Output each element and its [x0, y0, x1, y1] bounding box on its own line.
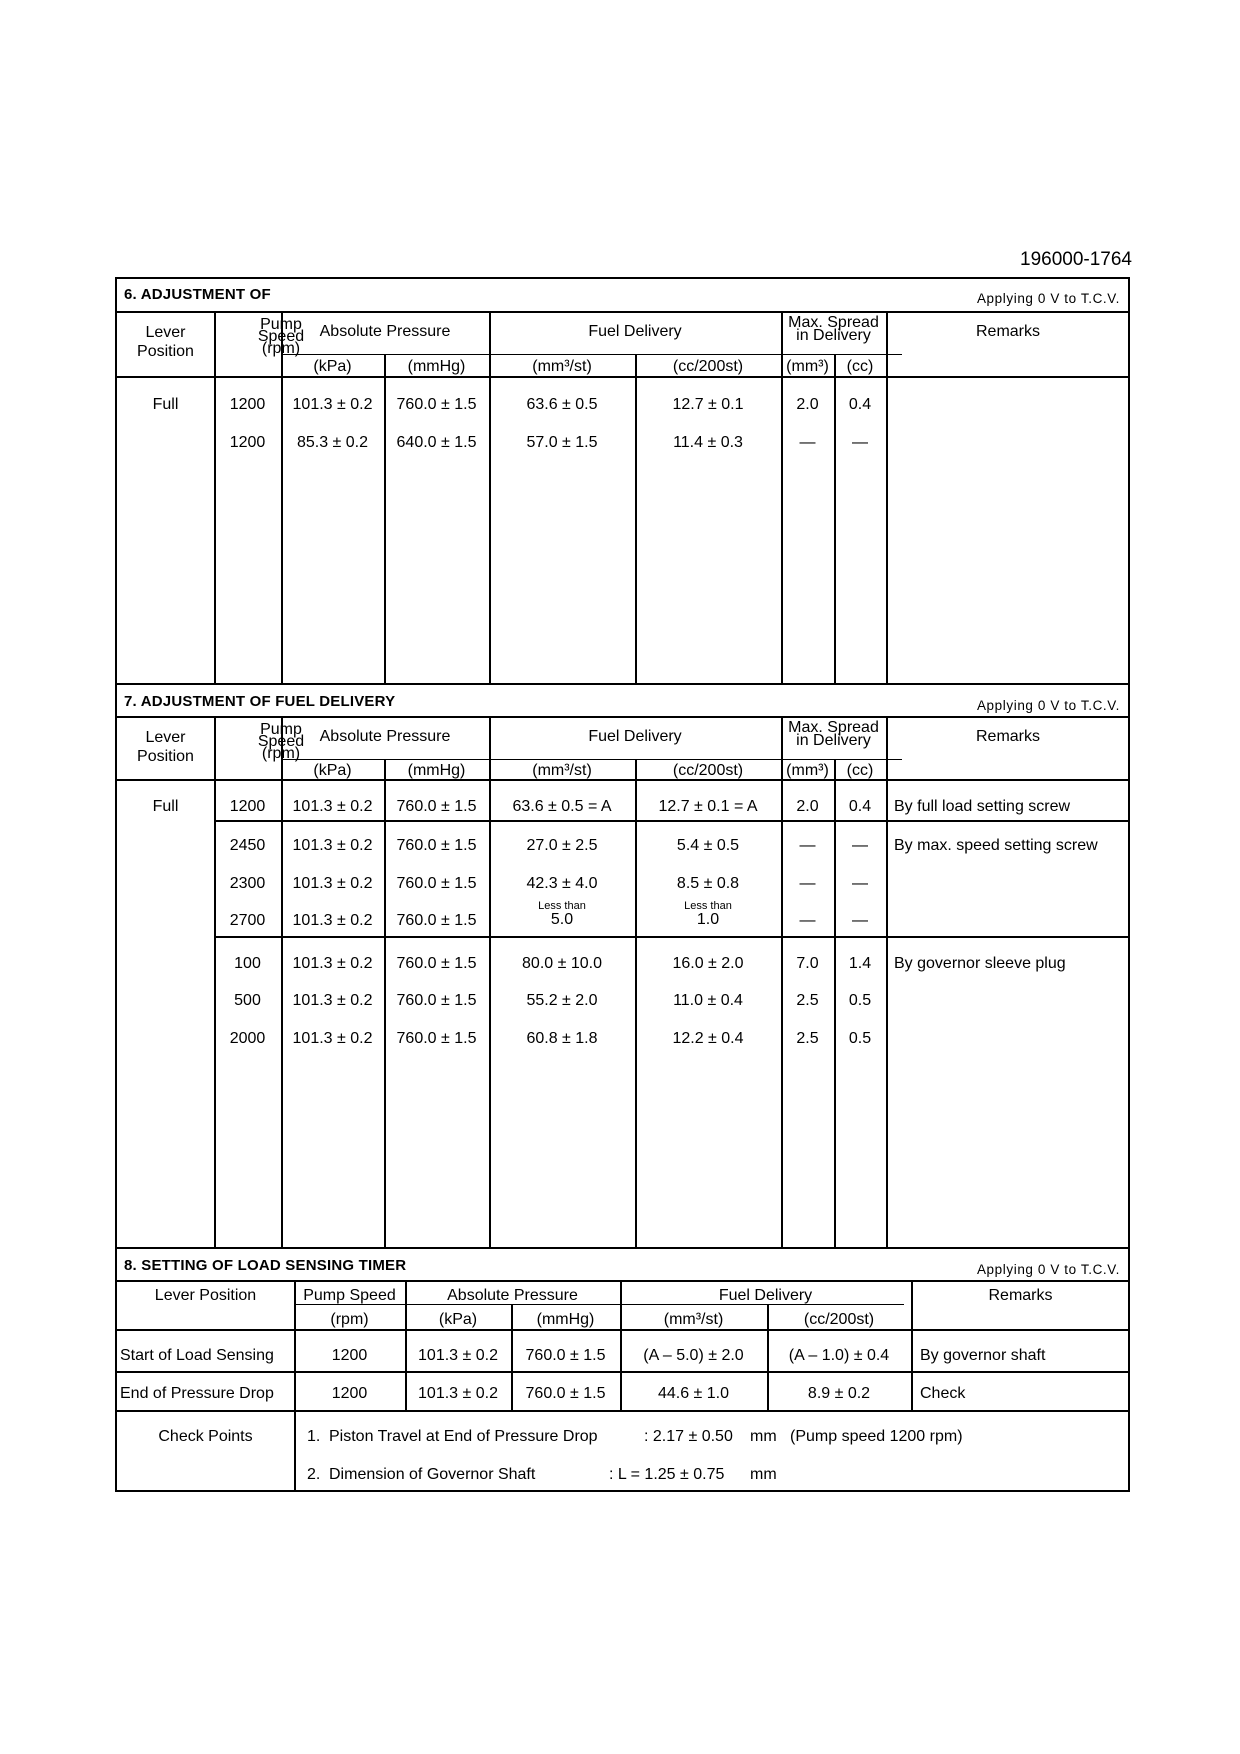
- spread-cc-cell: —: [852, 875, 868, 892]
- spread-cc-cell: 1.4: [848, 955, 872, 972]
- check-point-number: 1.: [307, 1428, 321, 1445]
- check-point-value: : L = 1.25 ± 0.75: [609, 1466, 725, 1483]
- mm3-cell: 42.3 ± 4.0: [526, 875, 598, 892]
- check-points-label: Check Points: [158, 1428, 253, 1445]
- spread-cc-cell: —: [852, 912, 868, 929]
- pump-speed-cell: 1200: [229, 798, 266, 815]
- pump-speed-cell: 1200: [331, 1385, 368, 1402]
- mmhg-cell: 760.0 ± 1.5: [396, 912, 477, 929]
- header-max-spread: Max. Spread in Delivery: [788, 719, 879, 749]
- divider: [281, 354, 902, 355]
- kpa-cell: 101.3 ± 0.2: [292, 1030, 373, 1047]
- spread-mm3-cell: 2.0: [796, 798, 819, 815]
- divider: [117, 1329, 1128, 1331]
- column-line: [781, 716, 783, 1247]
- mm3-cell: 5.0: [550, 911, 574, 928]
- check-point-unit: mm: [750, 1466, 777, 1483]
- unit-rpm: (rpm): [330, 1311, 369, 1328]
- spread-mm3-cell: 2.5: [796, 1030, 819, 1047]
- remarks-cell: Check: [920, 1385, 966, 1402]
- header-max-spread: Max. Spread in Delivery: [788, 314, 879, 344]
- mmhg-cell: 760.0 ± 1.5: [396, 396, 477, 413]
- unit-cc: (cc): [846, 358, 874, 375]
- unit-kpa: (kPa): [313, 358, 352, 375]
- cc-cell: 5.4 ± 0.5: [676, 837, 740, 854]
- divider: [117, 376, 1128, 378]
- unit-mmhg: (mmHg): [407, 762, 466, 779]
- mm3-cell: 63.6 ± 0.5: [526, 396, 598, 413]
- mmhg-cell: 760.0 ± 1.5: [525, 1385, 606, 1402]
- unit-mmhg: (mmHg): [407, 358, 466, 375]
- header-lever-position: Lever Position: [154, 1287, 257, 1304]
- check-point-number: 2.: [307, 1466, 321, 1483]
- header-fuel-delivery: Fuel Delivery: [588, 728, 682, 745]
- column-line: [886, 311, 888, 685]
- section-7-title: 7. ADJUSTMENT OF FUEL DELIVERY: [124, 693, 396, 710]
- header-pump-speed: Pump Speed: [303, 1287, 396, 1304]
- mmhg-cell: 760.0 ± 1.5: [396, 837, 477, 854]
- specification-sheet: [115, 277, 1130, 1492]
- cc-cell: 1.0: [696, 911, 720, 928]
- unit-cc-200st: (cc/200st): [803, 1311, 875, 1328]
- unit-mm3-st: (mm³/st): [663, 1311, 724, 1328]
- spread-mm3-cell: —: [799, 875, 816, 892]
- divider: [117, 1410, 1128, 1412]
- divider: [281, 759, 902, 760]
- spread-cc-cell: —: [852, 434, 868, 451]
- less-than-label: Less than: [538, 900, 586, 912]
- check-point-text: Piston Travel at End of Pressure Drop: [329, 1428, 598, 1445]
- remarks-cell: By full load setting screw: [894, 798, 1071, 815]
- mmhg-cell: 760.0 ± 1.5: [525, 1347, 606, 1364]
- header-remarks: Remarks: [975, 323, 1040, 340]
- column-line: [886, 716, 888, 1247]
- mmhg-cell: 640.0 ± 1.5: [396, 434, 477, 451]
- cc-cell: 8.9 ± 0.2: [807, 1385, 871, 1402]
- unit-kpa: (kPa): [438, 1311, 478, 1328]
- kpa-cell: 101.3 ± 0.2: [292, 875, 373, 892]
- spread-mm3-cell: —: [799, 434, 816, 451]
- mm3-cell: 44.6 ± 1.0: [657, 1385, 730, 1402]
- mm3-cell: 57.0 ± 1.5: [526, 434, 598, 451]
- spread-mm3-cell: —: [799, 837, 816, 854]
- cc-cell: 12.2 ± 0.4: [672, 1030, 744, 1047]
- kpa-cell: 101.3 ± 0.2: [418, 1347, 498, 1364]
- unit-mm3: (mm³): [786, 762, 829, 779]
- divider: [117, 1280, 1128, 1282]
- mm3-cell: 55.2 ± 2.0: [526, 992, 598, 1009]
- spread-mm3-cell: 2.5: [796, 992, 819, 1009]
- kpa-cell: 101.3 ± 0.2: [292, 955, 373, 972]
- kpa-cell: 101.3 ± 0.2: [292, 837, 373, 854]
- mmhg-cell: 760.0 ± 1.5: [396, 992, 477, 1009]
- cc-cell: 12.7 ± 0.1: [672, 396, 744, 413]
- check-point-note: (Pump speed 1200 rpm): [790, 1428, 963, 1445]
- check-point-value: : 2.17 ± 0.50: [644, 1428, 733, 1445]
- section-7: 7. ADJUSTMENT OF FUEL DELIVERY Applying 0 V to T.C.V. Lever Position Pump Speed (rpm) Absolute Pressure Fuel Delivery Max. Spread in Delivery Remarks (kPa) (mmHg) (mm³/st) (cc/200st) (mm³) (cc) Full 1200 101.3 ± 0.2 760.0 ± 1.5 63.6 ± 0.5 = A 12.7 ± 0.1 = A 2.0 0.4 By full load setting screw 2450 101.3 ± 0.2 760.0 ± 1.5 27.0 ± 2.5 5.4 ± 0.5 — — By max. speed setting screw 2300 101.3 ± 0.2 760.0 ± 1.5 42.3 ± 4.0 8.5 ± 0.8 — — 2700 101.3 ± 0.2 760.0 ± 1.5 Less than 5.0 Less than 1.0 — — 100 101.3 ± 0.2 760.0 ± 1.5 80.0 ± 10.0 16.0 ± 2.0 7.0 1.4 By governor sleeve plug 500 101.3 ± 0.2 760.0 ± 1.5 55.2 ± 2.0 11.0 ± 0.4 2.5 0.5 2000 101.3 ± 0.2 760.0 ± 1.5 60.8 ± 1.8 12.2 ± 0.4 2.5 0.5: [117, 683, 1128, 1247]
- mmhg-cell: 760.0 ± 1.5: [396, 875, 477, 892]
- cc-cell: 16.0 ± 2.0: [672, 955, 744, 972]
- header-absolute-pressure: Absolute Pressure: [319, 728, 451, 745]
- pump-speed-cell: 500: [234, 992, 261, 1009]
- section-8: [117, 1247, 1128, 1492]
- cc-cell: 8.5 ± 0.8: [676, 875, 740, 892]
- divider: [117, 716, 1128, 718]
- spread-mm3-cell: 7.0: [796, 955, 819, 972]
- lever-position-value: Full: [152, 798, 179, 815]
- divider: [214, 936, 1130, 938]
- divider: [117, 311, 1128, 313]
- mm3-cell: 60.8 ± 1.8: [526, 1030, 598, 1047]
- divider: [294, 1304, 904, 1305]
- mm3-cell: 80.0 ± 10.0: [522, 955, 602, 972]
- spread-mm3-cell: —: [799, 912, 816, 929]
- divider: [117, 1371, 1128, 1373]
- header-remarks: Remarks: [988, 1287, 1053, 1304]
- mm3-cell: 63.6 ± 0.5 = A: [512, 798, 612, 815]
- unit-mmhg: (mmHg): [536, 1311, 595, 1328]
- unit-kpa: (kPa): [313, 762, 352, 779]
- mmhg-cell: 760.0 ± 1.5: [396, 798, 477, 815]
- check-point-text: Dimension of Governor Shaft: [329, 1466, 536, 1483]
- pump-speed-cell: 100: [234, 955, 261, 972]
- section-7-applying-note: Applying 0 V to T.C.V.: [976, 698, 1120, 713]
- spread-cc-cell: —: [852, 837, 868, 854]
- unit-cc-200st: (cc/200st): [672, 762, 744, 779]
- header-absolute-pressure: Absolute Pressure: [447, 1287, 578, 1304]
- lever-position-cell: End of Pressure Drop: [120, 1385, 274, 1402]
- spread-mm3-cell: 2.0: [796, 396, 819, 413]
- header-remarks: Remarks: [975, 728, 1040, 745]
- pump-speed-cell: 2700: [229, 912, 266, 929]
- spread-cc-cell: 0.4: [848, 798, 872, 815]
- divider: [117, 779, 1128, 781]
- cc-cell: 11.4 ± 0.3: [673, 434, 743, 451]
- lever-position-value: Full: [152, 396, 179, 413]
- spread-cc-cell: 0.5: [848, 992, 872, 1009]
- unit-mm3-st: (mm³/st): [532, 762, 592, 779]
- kpa-cell: 101.3 ± 0.2: [292, 396, 373, 413]
- remarks-cell: By governor sleeve plug: [894, 955, 1066, 972]
- cc-cell: 11.0 ± 0.4: [673, 992, 743, 1009]
- unit-mm3: (mm³): [786, 358, 829, 375]
- column-line: [489, 716, 491, 1247]
- header-fuel-delivery: Fuel Delivery: [718, 1287, 813, 1304]
- header-lever-position: Lever Position: [137, 729, 194, 765]
- kpa-cell: 101.3 ± 0.2: [292, 798, 373, 815]
- pump-speed-cell: 1200: [331, 1347, 368, 1364]
- column-line: [214, 311, 216, 685]
- remarks-cell: By max. speed setting screw: [894, 837, 1098, 854]
- mmhg-cell: 760.0 ± 1.5: [396, 1030, 477, 1047]
- section-6-title: 6. ADJUSTMENT OF: [124, 286, 271, 303]
- cc-cell: (A – 1.0) ± 0.4: [788, 1347, 890, 1364]
- section-8-title: 8. SETTING OF LOAD SENSING TIMER: [124, 1257, 407, 1274]
- pump-speed-cell: 1200: [229, 396, 266, 413]
- document-number: 196000-1764: [1020, 249, 1132, 270]
- unit-cc: (cc): [846, 762, 874, 779]
- section-6-applying-note: Applying 0 V to T.C.V.: [976, 291, 1120, 306]
- pump-speed-cell: 1200: [229, 434, 266, 451]
- lever-position-cell: Start of Load Sensing: [120, 1347, 274, 1364]
- header-lever-position: Lever Position: [137, 324, 194, 360]
- check-point-unit: mm: [750, 1428, 777, 1445]
- column-line: [281, 716, 283, 1247]
- cc-cell: 12.7 ± 0.1 = A: [658, 798, 758, 815]
- section-8-applying-note: Applying 0 V to T.C.V.: [976, 1262, 1120, 1277]
- less-than-label: Less than: [684, 900, 732, 912]
- header-fuel-delivery: Fuel Delivery: [588, 323, 682, 340]
- kpa-cell: 101.3 ± 0.2: [418, 1385, 498, 1402]
- unit-mm3-st: (mm³/st): [532, 358, 592, 375]
- pump-speed-cell: 2450: [229, 837, 266, 854]
- kpa-cell: 101.3 ± 0.2: [292, 992, 373, 1009]
- mm3-cell: (A – 5.0) ± 2.0: [643, 1347, 744, 1364]
- section-6: 6. ADJUSTMENT OF Applying 0 V to T.C.V. Lever Position Pump Speed (rpm) Absolute Pressure Fuel Delivery Max. Spread in Delivery Remarks (kPa) (mmHg) (mm³/st) (cc/200st) (mm³) (cc) Full 1200 101.3 ± 0.2 760.0 ± 1.5 63.6 ± 0.5 12.7 ± 0.1 2.0 0.4 1200 85.3 ± 0.2 640.0 ± 1.5 57.0 ± 1.5 11.4 ± 0.3 — —: [117, 279, 1128, 685]
- spread-cc-cell: 0.4: [848, 396, 872, 413]
- column-line: [214, 716, 216, 1247]
- unit-cc-200st: (cc/200st): [672, 358, 744, 375]
- mmhg-cell: 760.0 ± 1.5: [396, 955, 477, 972]
- pump-speed-cell: 2000: [229, 1030, 266, 1047]
- kpa-cell: 101.3 ± 0.2: [292, 912, 373, 929]
- header-absolute-pressure: Absolute Pressure: [319, 323, 451, 340]
- kpa-cell: 85.3 ± 0.2: [296, 434, 369, 451]
- divider: [214, 820, 1130, 822]
- spread-cc-cell: 0.5: [848, 1030, 872, 1047]
- mm3-cell: 27.0 ± 2.5: [526, 837, 598, 854]
- pump-speed-cell: 2300: [229, 875, 266, 892]
- remarks-cell: By governor shaft: [920, 1347, 1046, 1364]
